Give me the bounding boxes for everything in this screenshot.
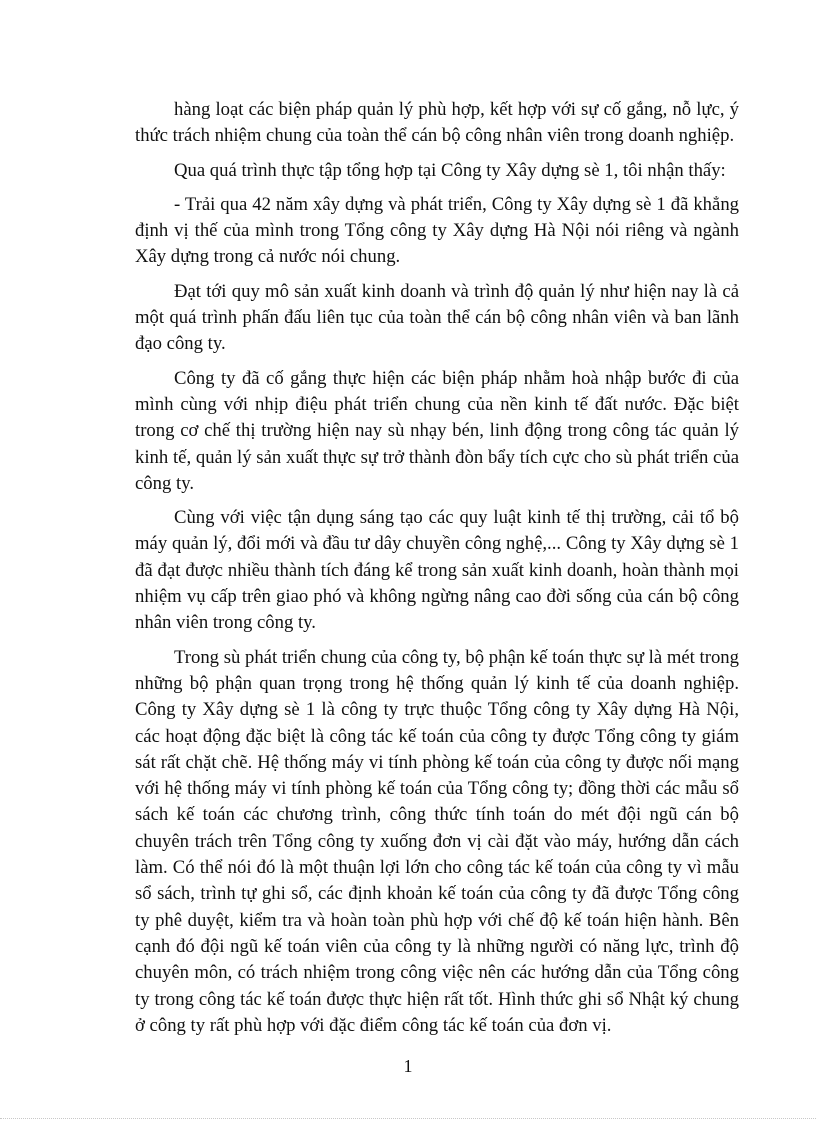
page-bottom-divider bbox=[0, 1118, 816, 1119]
paragraph-5: Công ty đã cố gắng thực hiện các biện pháp nhằm hoà nhập bước đi của mình cùng với nhịp điệu phát triển chung của nền kinh tế đất nước. Đặc biệt trong cơ chế thị trường hiện nay sù nhạy bén, linh động trong công tác quản lý kinh tế, quản lý sản xuất thực sự trở thành đòn bẩy tích cực cho sù phát triển của công ty. bbox=[135, 367, 739, 494]
document-body bbox=[135, 97, 739, 1047]
paragraph-2: Qua quá trình thực tập tổng hợp tại Công ty Xây dựng sè 1, tôi nhận thấy: bbox=[174, 159, 726, 181]
paragraph-4: Đạt tới quy mô sản xuất kinh doanh và trình độ quản lý như hiện nay là cả một quá trình phấn đấu liên tục của toàn thể cán bộ công nhân viên và ban lãnh đạo công ty. bbox=[135, 280, 739, 355]
paragraph-3: - Trải qua 42 năm xây dựng và phát triển, Công ty Xây dựng sè 1 đã khẳng định vị thế của mình trong Tổng công ty Xây dựng Hà Nội nói riêng và ngành Xây dựng trong cả nước nói chung. bbox=[135, 193, 739, 268]
paragraph-6: Cùng với việc tận dụng sáng tạo các quy luật kinh tế thị trường, cải tổ bộ máy quản lý, đổi mới và đầu tư dây chuyền công nghệ,... Công ty Xây dựng sè 1 đã đạt được nhiều thành tích đáng kể trong sản xuất kinh doanh, hoàn thành mọi nhiệm vụ cấp trên giao phó và không ngừng nâng cao đời sống của cán bộ công nhân viên trong công ty. bbox=[135, 507, 739, 634]
paragraph-7: Trong sù phát triển chung của công ty, bộ phận kế toán thực sự là mét trong những bộ phận quan trọng trong hệ thống quản lý kinh tế của doanh nghiệp. Công ty Xây dựng sè 1 là công ty trực thuộc Tổng công ty Xây dựng Hà Nội, các hoạt động đặc biệt là công tác kế toán của công ty được Tổng công ty giám sát rất chặt chẽ. Hệ thống máy vi tính phòng kế toán của công ty được nối mạng với hệ thống máy vi tính phòng kế toán của Tổng công ty; đồng thời các mẫu sổ sách kế toán các chương trình, công thức tính toán do mét đội ngũ cán bộ chuyên trách trên Tổng công ty xuống đơn vị cài đặt vào máy, hướng dẫn cách làm. Có thể nói đó là một thuận lợi lớn cho công tác kế toán của công ty vì mẫu sổ sách, trình tự ghi sổ, các định khoản kế toán của công ty đã được Tổng công ty phê duyệt, kiểm tra và hoàn toàn phù hợp với chế độ kế toán hiện hành. Bên cạnh đó đội ngũ kế toán viên của công ty là những người có năng lực, trình độ chuyên môn, có trách nhiệm trong công việc nên các hướng dẫn của Tổng công ty trong công tác kế toán được thực hiện rất tốt. Hình thức ghi sổ Nhật ký chung ở công ty rất phù hợp với đặc điểm công tác kế toán của đơn vị. bbox=[135, 646, 739, 1036]
page-number: 1 bbox=[403, 1056, 413, 1076]
paragraph-1: hàng loạt các biện pháp quản lý phù hợp, kết hợp với sự cố gắng, nỗ lực, ý thức trách nhiệm chung của toàn thể cán bộ công nhân viên trong doanh nghiệp. bbox=[135, 99, 739, 147]
